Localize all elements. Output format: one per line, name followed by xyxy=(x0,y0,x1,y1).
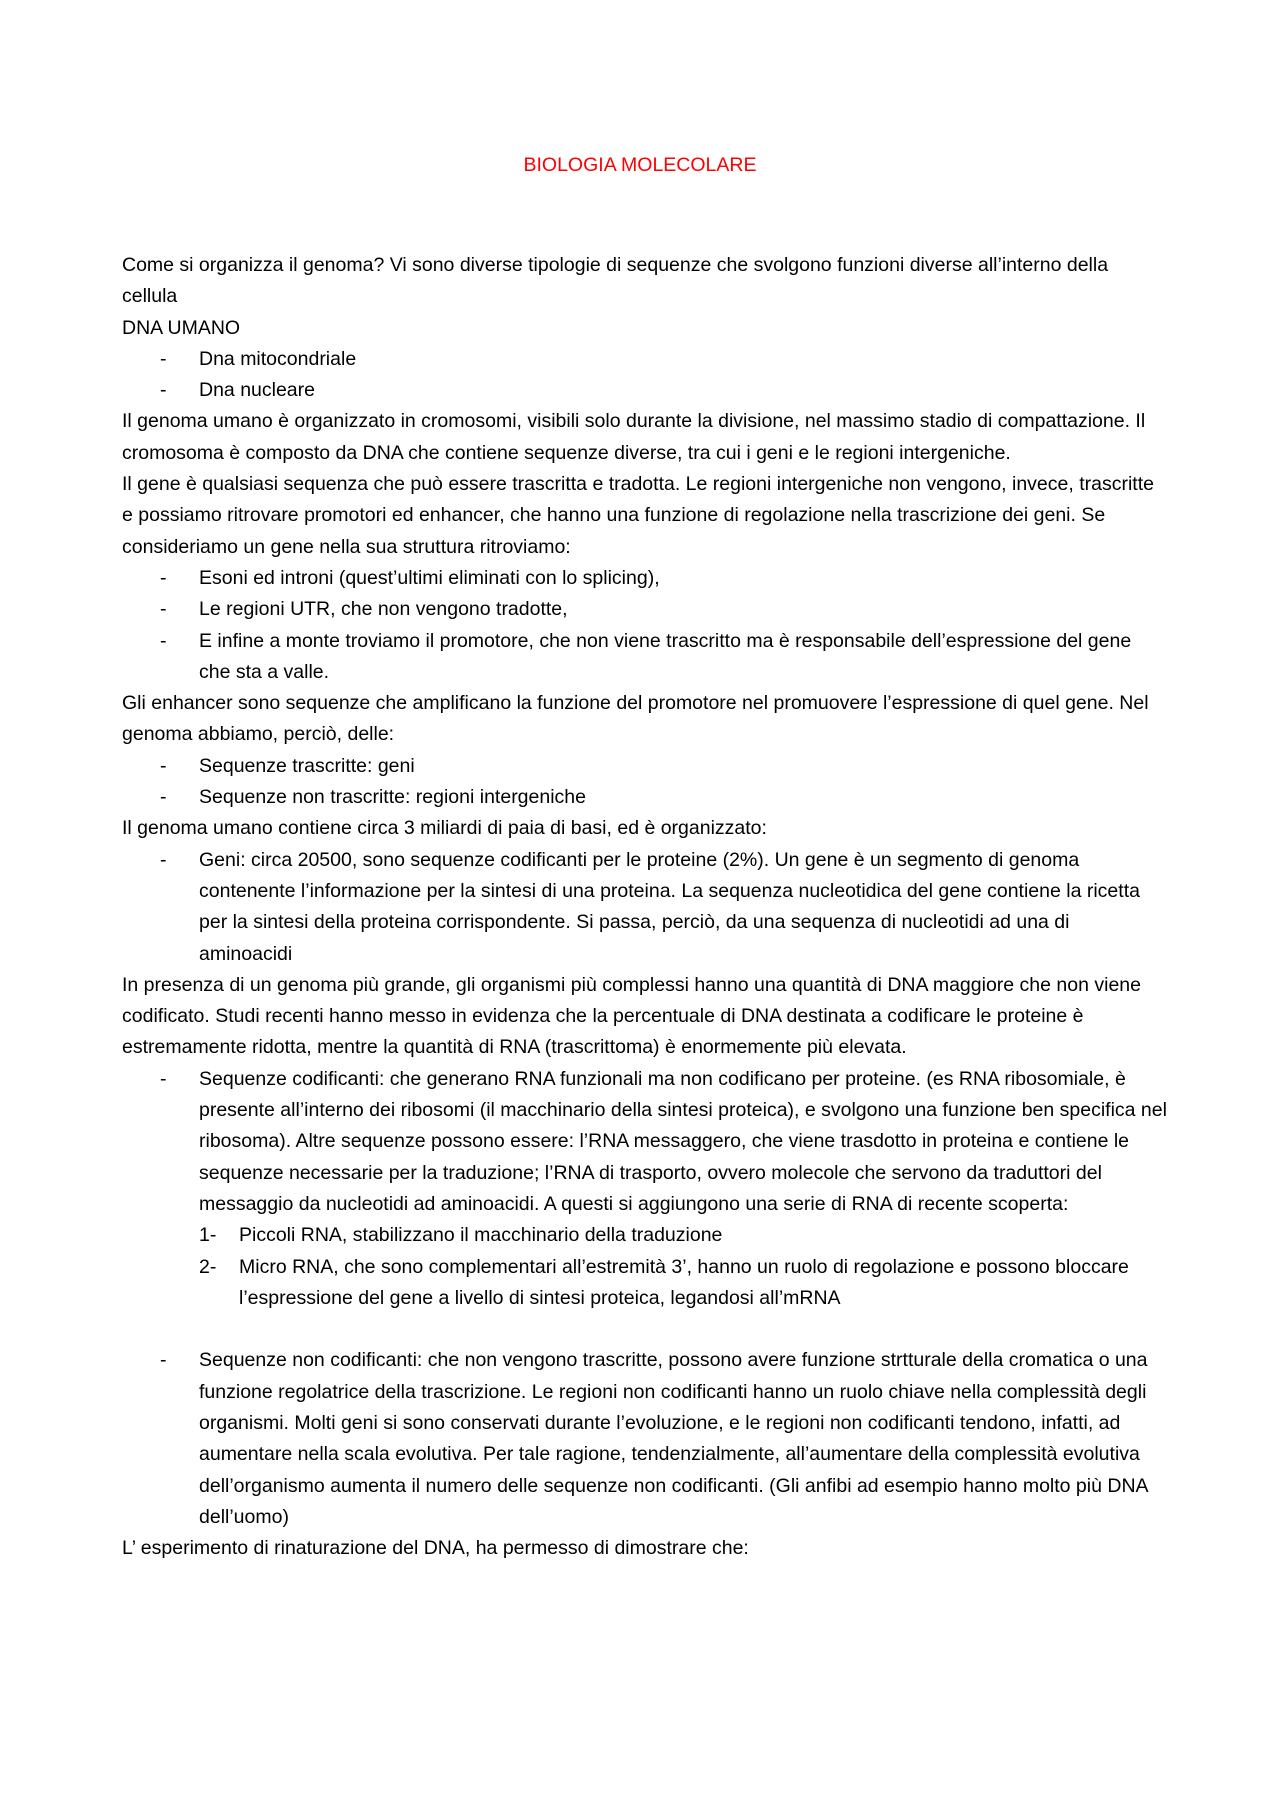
list-item-text: Sequenze non trascritte: regioni intergeniche xyxy=(199,786,586,809)
dash-bullet-icon: - xyxy=(160,347,167,370)
list-item xyxy=(122,751,1168,782)
list-item-text: Geni: circa 20500, sono sequenze codificanti per le proteine (2%). Un gene è un segmento di genoma contenente l’informazione per la sintesi di una proteina. La sequenza nucleotidica del gene contiene la ricetta per la sintesi della proteina corrispondente. Si passa, perciò, da una sequenza di nucleotidi ad una di aminoacidi xyxy=(199,848,1140,965)
list-number: 1- xyxy=(199,1224,217,1247)
paragraph: Il gene è qualsiasi sequenza che può essere trascritta e tradotta. Le regioni intergeniche non vengono, invece, trascritte e possiamo ritrovare promotori ed enhancer, che hanno una funzione di regolazione nella trascrizione dei geni. Se consideriamo un gene nella sua struttura ritroviamo: xyxy=(122,473,1154,558)
paragraph: Come si organizza il genoma? Vi sono diverse tipologie di sequenze che svolgono funzioni diverse all’interno della cellula xyxy=(122,254,1109,308)
document-body xyxy=(122,250,1168,1564)
list-item xyxy=(122,626,1168,689)
document-title: BIOLOGIA MOLECOLARE xyxy=(523,154,757,176)
paragraph: Gli enhancer sono sequenze che amplificano la funzione del promotore nel promuovere l’espressione di quel gene. Nel genoma abbiamo, perciò, delle: xyxy=(122,692,1149,746)
list-item-text: Sequenze codificanti: che generano RNA funzionali ma non codificano per proteine. (es RNA ribosomiale, è presente all’interno dei ribosomi (il macchinario della sintesi proteica), e svolgono una funzione ben specifica nel ribosoma). Altre sequenze possono essere: l’RNA messaggero, che viene trasdotto in proteina e contiene le sequenze necessarie per la traduzione; l’RNA di trasporto, ovvero molecole che servono da traduttori del messaggio da nucleotidi ad aminoacidi. A questi si aggiungono una serie di RNA di recente scoperta: xyxy=(199,1067,1167,1215)
paragraph: Il genoma umano contiene circa 3 miliardi di paia di basi, ed è organizzato: xyxy=(122,817,767,840)
list-item xyxy=(122,563,1168,594)
numbered-list-item xyxy=(122,1220,1168,1251)
list-item xyxy=(122,782,1168,813)
list-item-text: Piccoli RNA, stabilizzano il macchinario della traduzione xyxy=(239,1224,723,1247)
paragraph: L’ esperimento di rinaturazione del DNA, ha permesso di dimostrare che: xyxy=(122,1537,749,1560)
dash-bullet-icon: - xyxy=(160,754,167,777)
dash-bullet-icon: - xyxy=(160,566,167,589)
list-item xyxy=(122,1064,1168,1220)
numbered-list-item xyxy=(122,1252,1168,1315)
dash-bullet-icon: - xyxy=(160,848,167,871)
list-item-text: Esoni ed introni (quest’ultimi eliminati con lo splicing), xyxy=(199,566,660,589)
dash-bullet-icon: - xyxy=(160,1067,167,1090)
list-item xyxy=(122,1345,1168,1533)
dash-bullet-icon: - xyxy=(160,598,167,621)
dash-bullet-icon: - xyxy=(160,786,167,809)
list-number: 2- xyxy=(199,1255,217,1278)
list-item-text: E infine a monte troviamo il promotore, che non viene trascritto ma è responsabile dell’espressione del gene che sta a valle. xyxy=(199,629,1132,683)
list-item-text: Sequenze non codificanti: che non vengono trascritte, possono avere funzione strtturale della cromatica o una funzione regolatrice della trascrizione. Le regioni non codificanti hanno un ruolo chiave nella complessità degli organismi. Molti geni si sono conservati durante l’evoluzione, e le regioni non codificanti tendono, infatti, ad aumentare nella scala evolutiva. Per tale ragione, tendenzialmente, all’aumentare della complessità evolutiva dell’organismo aumenta il numero delle sequenze non codificanti. (Gli anfibi ad esempio hanno molto più DNA dell’uomo) xyxy=(199,1349,1148,1528)
list-item xyxy=(122,594,1168,625)
list-item xyxy=(122,375,1168,406)
dash-bullet-icon: - xyxy=(160,379,167,402)
list-item-text: Sequenze trascritte: geni xyxy=(199,754,415,777)
paragraph: DNA UMANO xyxy=(122,316,241,339)
paragraph: In presenza di un genoma più grande, gli organismi più complessi hanno una quantità di DNA maggiore che non viene codificato. Studi recenti hanno messo in evidenza che la percentuale di DNA destinata a codificare le proteine è estremamente ridotta, mentre la quantità di RNA (trascrittoma) è enormemente più elevata. xyxy=(122,973,1141,1059)
list-item-text: Le regioni UTR, che non vengono tradotte, xyxy=(199,598,568,621)
list-item-text: Dna mitocondriale xyxy=(199,347,357,370)
blank-line xyxy=(122,1314,1168,1345)
list-item xyxy=(122,845,1168,970)
list-item-text: Dna nucleare xyxy=(199,379,315,402)
paragraph: Il genoma umano è organizzato in cromosomi, visibili solo durante la divisione, nel massimo stadio di compattazione. Il cromosoma è composto da DNA che contiene sequenze diverse, tra cui i geni e le regioni intergeniche. xyxy=(122,410,1146,464)
dash-bullet-icon: - xyxy=(160,629,167,652)
dash-bullet-icon: - xyxy=(160,1349,167,1372)
list-item xyxy=(122,344,1168,375)
list-item-text: Micro RNA, che sono complementari all’estremità 3’, hanno un ruolo di regolazione e possono bloccare l’espressione del gene a livello di sintesi proteica, legandosi all’mRNA xyxy=(239,1255,1129,1309)
